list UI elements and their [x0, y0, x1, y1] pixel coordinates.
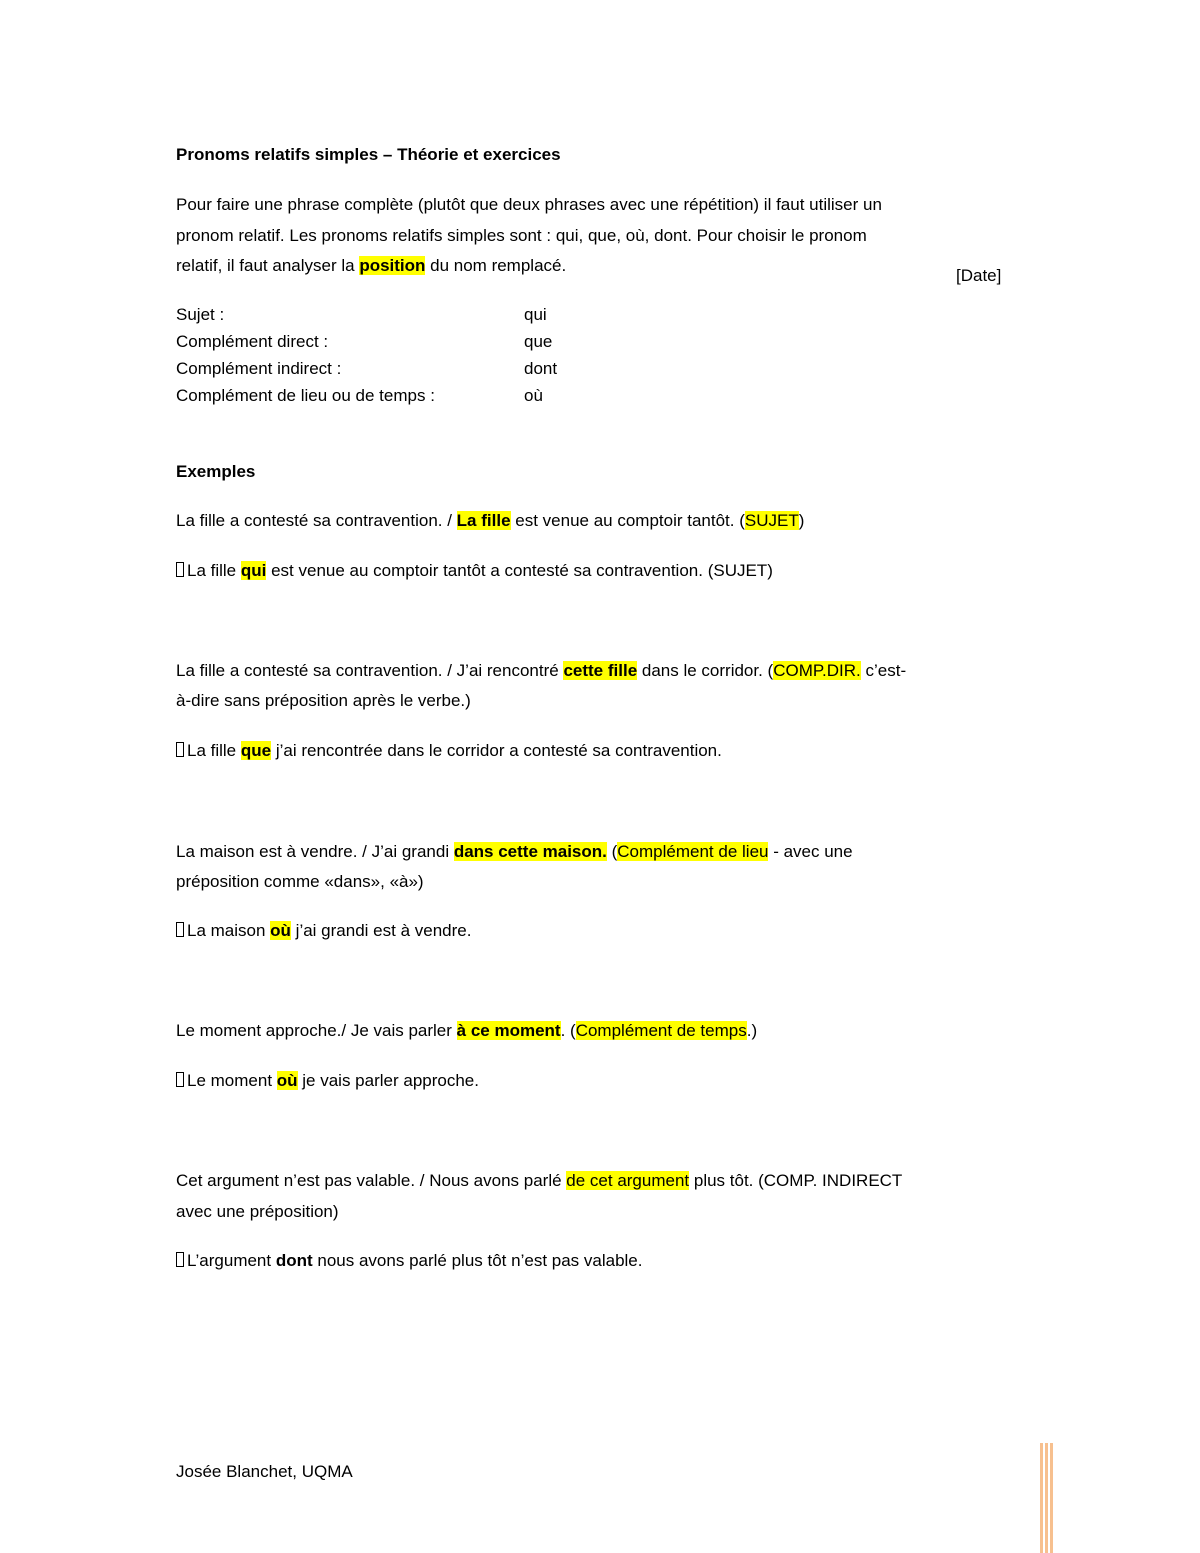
arrow-icon — [176, 742, 184, 757]
example-text: La fille a contesté sa contravention. / J’ai rencontré — [176, 661, 564, 680]
intro-line-3 — [176, 256, 566, 276]
result-text: est venue au comptoir tantôt a contesté sa contravention. (SUJET) — [266, 561, 773, 580]
example-2-line-2: à-dire sans préposition après le verbe.) — [176, 691, 471, 710]
result-text: L’argument — [187, 1251, 276, 1270]
highlight-phrase: dans cette maison. — [453, 842, 607, 861]
result-text: La fille — [187, 741, 241, 760]
result-text: La maison — [187, 921, 271, 940]
table-value-dont: dont — [524, 359, 558, 378]
table-label-sujet: Sujet : — [176, 305, 225, 324]
arrow-icon — [176, 1252, 184, 1267]
example-3 — [176, 842, 853, 862]
result-text: je vais parler approche. — [297, 1071, 479, 1090]
highlight-pronoun: qui — [240, 561, 267, 580]
result-text: j’ai rencontrée dans le corridor a contesté sa contravention. — [271, 741, 722, 760]
intro-text: relatif, il faut analyser la — [176, 256, 360, 275]
highlight-pronoun: où — [270, 921, 291, 940]
date-field[interactable]: [Date] — [956, 266, 1002, 285]
result-text: nous avons parlé plus tôt n’est pas valable. — [312, 1251, 643, 1270]
example-text: - avec une — [768, 842, 853, 861]
example-text: La maison est à vendre. / J’ai grandi — [176, 842, 454, 861]
highlight-phrase: La fille — [456, 511, 511, 530]
intro-line-1: Pour faire une phrase complète (plutôt que deux phrases avec une répétition) il faut utiliser un — [176, 195, 882, 214]
example-2 — [176, 661, 906, 681]
examples-heading: Exemples — [176, 462, 256, 481]
table-value-que: que — [524, 332, 553, 351]
example-5-line-2: avec une préposition) — [176, 1202, 339, 1221]
highlight-position: position — [359, 256, 426, 275]
example-text: . ( — [560, 1021, 576, 1040]
highlight-tag: Complément de temps — [575, 1021, 747, 1040]
highlight-pronoun: que — [240, 741, 272, 760]
example-text: dans le corridor. ( — [637, 661, 774, 680]
example-4-result — [176, 1071, 479, 1091]
arrow-icon — [176, 1072, 184, 1087]
highlight-phrase: de cet argument — [566, 1171, 690, 1190]
example-text: Cet argument n’est pas valable. / Nous avons parlé — [176, 1171, 567, 1190]
example-text: ( — [606, 842, 618, 861]
example-text: Le moment approche./ Je vais parler — [176, 1021, 457, 1040]
highlight-tag: SUJET — [744, 511, 799, 530]
example-text: c’est- — [860, 661, 907, 680]
intro-line-2: pronom relatif. Les pronoms relatifs simples sont : qui, que, où, dont. Pour choisir le pronom — [176, 226, 867, 245]
example-2-result — [176, 741, 722, 761]
example-3-line-2: préposition comme «dans», «à») — [176, 872, 424, 891]
result-text: Le moment — [187, 1071, 277, 1090]
example-text: La fille a contesté sa contravention. / — [176, 511, 457, 530]
table-label-lieu: Complément de lieu ou de temps : — [176, 386, 435, 405]
example-text: plus tôt. (COMP. INDIRECT — [689, 1171, 903, 1190]
example-5-result — [176, 1251, 643, 1271]
highlight-pronoun: où — [276, 1071, 298, 1090]
highlight-phrase: à ce moment — [456, 1021, 561, 1040]
table-label-direct: Complément direct : — [176, 332, 329, 351]
intro-text-end: du nom remplacé. — [425, 256, 567, 275]
example-1-result — [176, 561, 773, 581]
example-text: .) — [746, 1021, 758, 1040]
decorative-bar — [1045, 1443, 1048, 1553]
highlight-tag: COMP.DIR. — [773, 661, 861, 680]
example-1 — [176, 511, 804, 531]
arrow-icon — [176, 922, 184, 937]
result-text: j’ai grandi est à vendre. — [290, 921, 472, 940]
highlight-phrase: cette fille — [563, 661, 638, 680]
example-text: est venue au comptoir tantôt. ( — [510, 511, 745, 530]
example-4 — [176, 1021, 757, 1041]
highlight-tag: Complément de lieu — [617, 842, 769, 861]
bold-pronoun: dont — [275, 1251, 313, 1270]
result-text: La fille — [187, 561, 241, 580]
decorative-bar — [1040, 1443, 1043, 1553]
table-value-qui: qui — [524, 305, 547, 324]
document-title: Pronoms relatifs simples – Théorie et exercices — [176, 145, 561, 164]
decorative-bar — [1050, 1443, 1053, 1553]
example-text: ) — [798, 511, 805, 530]
arrow-icon — [176, 562, 184, 577]
example-5 — [176, 1171, 902, 1191]
table-value-ou: où — [524, 386, 543, 405]
example-3-result — [176, 921, 471, 941]
footer-author: Josée Blanchet, UQMA — [176, 1462, 353, 1481]
table-label-indirect: Complément indirect : — [176, 359, 342, 378]
